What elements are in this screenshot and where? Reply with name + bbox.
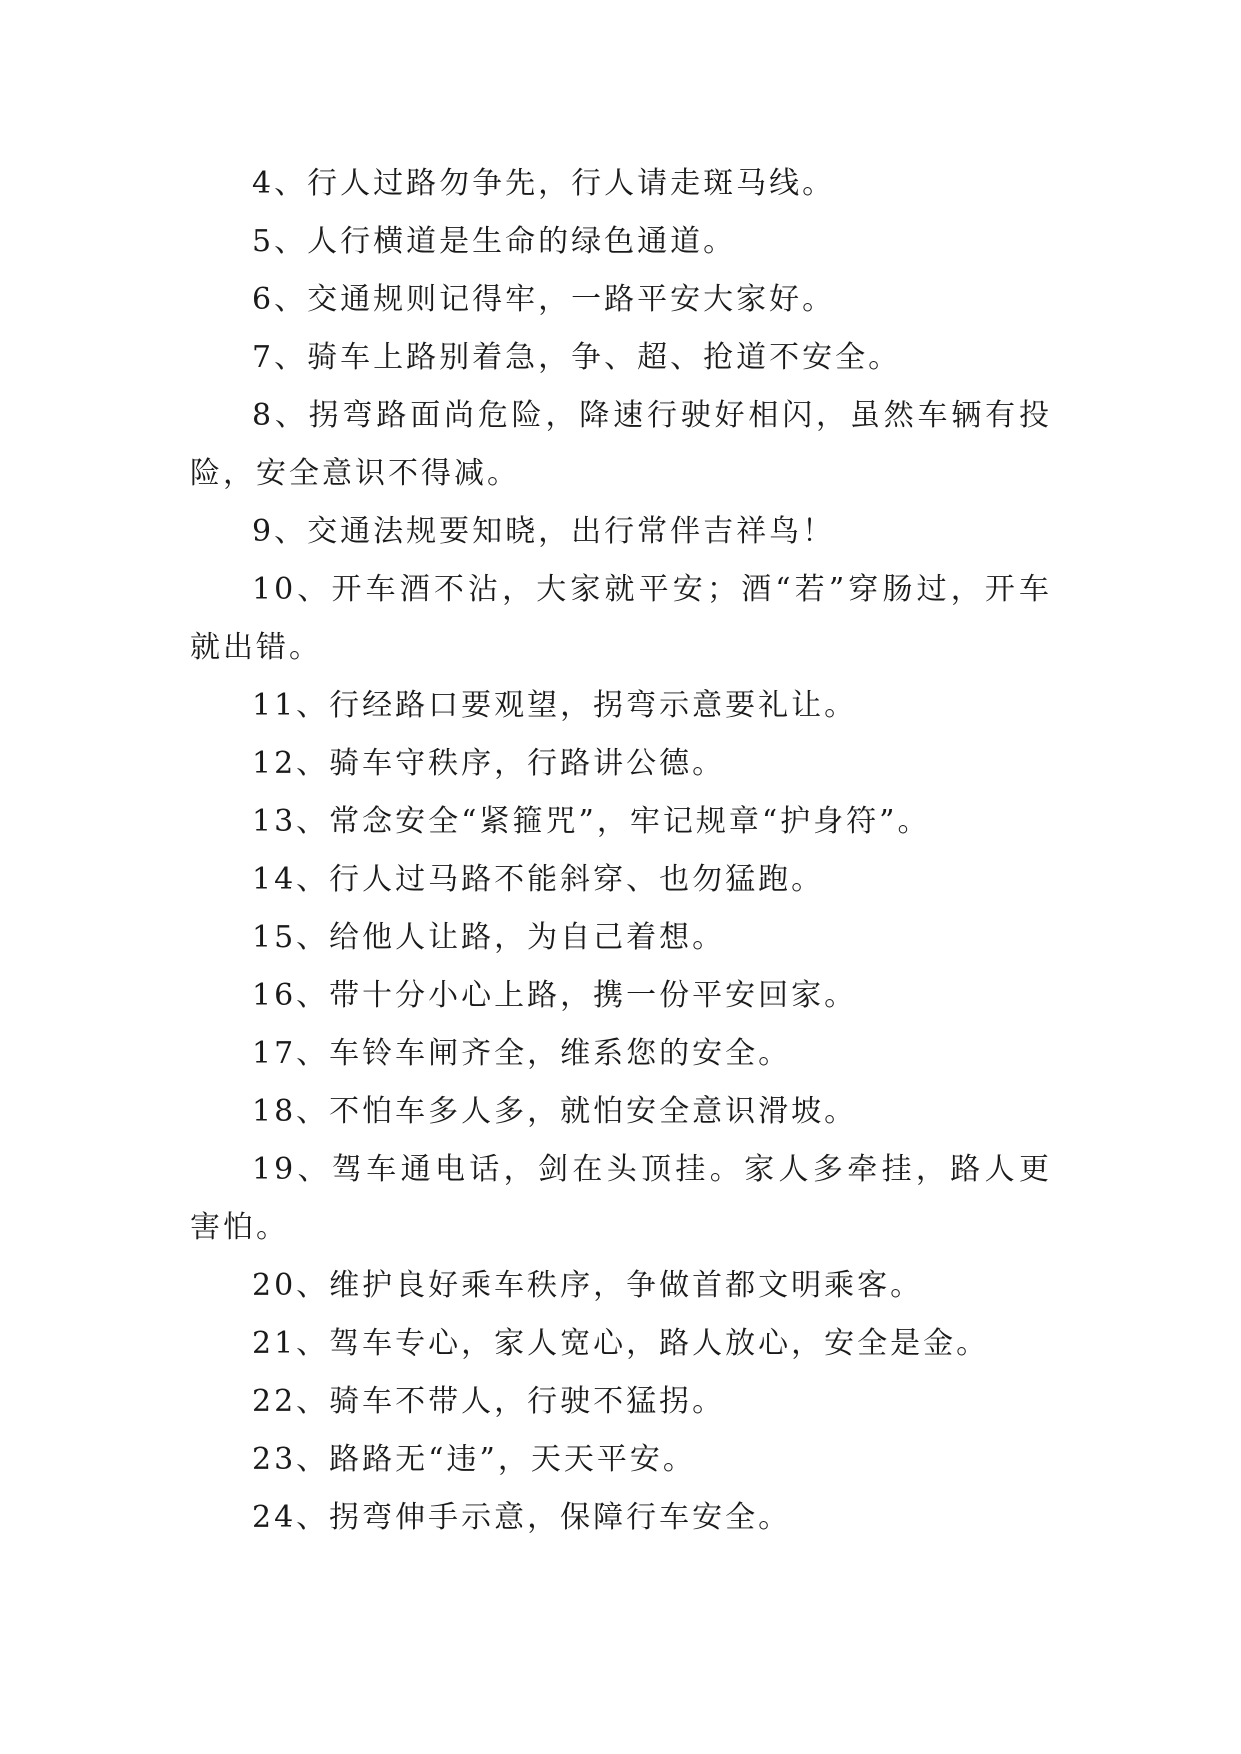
paragraph-16: 16、带十分小心上路，携一份平安回家。 (252, 978, 858, 1013)
paragraph-17: 17、车铃车闸齐全，维系您的安全。 (252, 1036, 792, 1071)
paragraph-9: 9、交通法规要知晓，出行常伴吉祥鸟！ (252, 514, 836, 549)
paragraph-24: 24、拐弯伸手示意，保障行车安全。 (252, 1500, 792, 1535)
paragraph-4: 4、行人过路勿争先，行人请走斑马线。 (252, 166, 836, 201)
paragraph-12: 12、骑车守秩序，行路讲公德。 (252, 746, 726, 781)
paragraph-22: 22、骑车不带人，行驶不猛拐。 (252, 1384, 726, 1419)
paragraph-5: 5、人行横道是生命的绿色通道。 (252, 224, 737, 259)
paragraph-15: 15、给他人让路，为自己着想。 (252, 920, 726, 955)
paragraph-13: 13、常念安全“紧箍咒”，牢记规章“护身符”。 (252, 804, 931, 839)
paragraph-21: 21、驾车专心，家人宽心，路人放心，安全是金。 (252, 1326, 990, 1361)
paragraph-7: 7、骑车上路别着急，争、超、抢道不安全。 (252, 340, 902, 375)
paragraph-14: 14、行人过马路不能斜穿、也勿猛跑。 (252, 862, 825, 897)
paragraph-19: 19、驾车通电话，剑在头顶挂。家人多牵挂，路人更害怕。 (190, 1152, 1052, 1245)
paragraph-18: 18、不怕车多人多，就怕安全意识滑坡。 (252, 1094, 858, 1129)
paragraph-6: 6、交通规则记得牢，一路平安大家好。 (252, 282, 836, 317)
paragraph-10: 10、开车酒不沾，大家就平安；酒“若”穿肠过，开车就出错。 (190, 572, 1052, 665)
paragraph-23: 23、路路无“违”，天天平安。 (252, 1442, 696, 1477)
document-body (190, 155, 1052, 1547)
paragraph-8: 8、拐弯路面尚危险，降速行驶好相闪，虽然车辆有投险，安全意识不得减。 (190, 398, 1052, 491)
paragraph-20: 20、维护良好乘车秩序，争做首都文明乘客。 (252, 1268, 924, 1303)
paragraph-11: 11、行经路口要观望，拐弯示意要礼让。 (252, 688, 858, 723)
